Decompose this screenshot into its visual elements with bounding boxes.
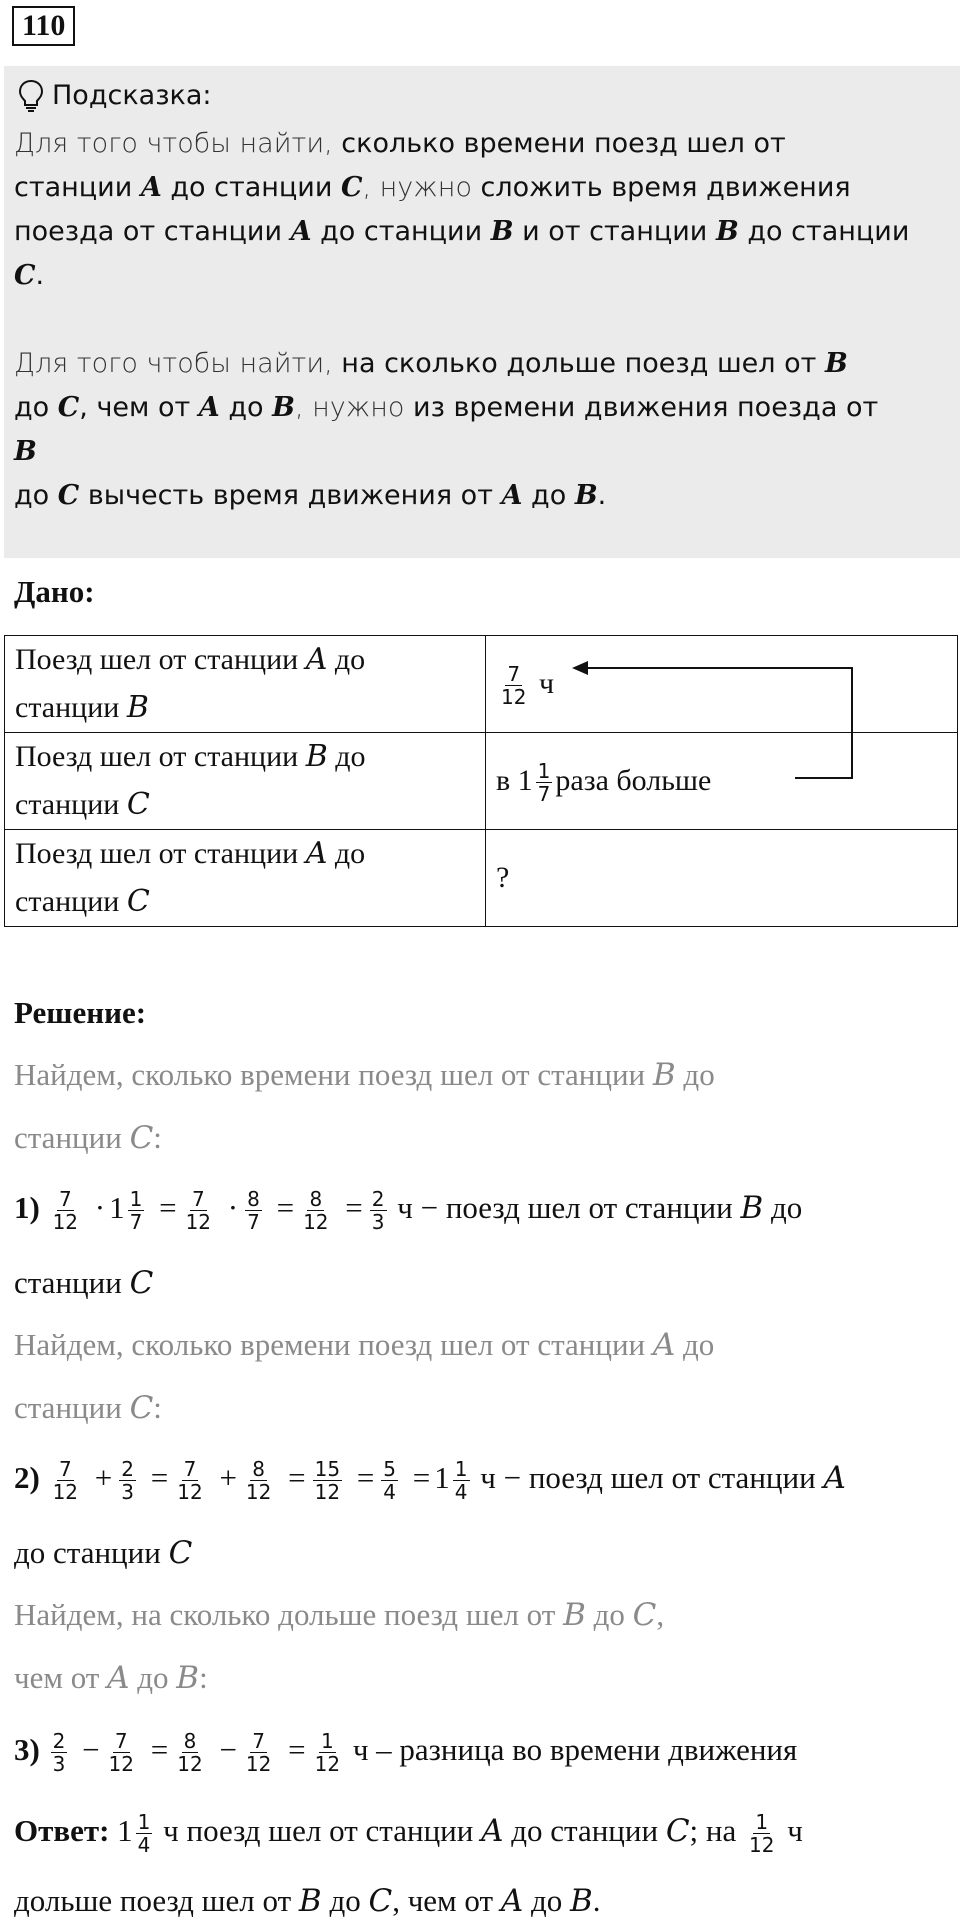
solution-step-3: 3) $\frac{2}{3}$ − $\frac{7}{12}$ = $\frac{8}{12}$ − $\frac{7}{12}$ = $\frac{1}{12}$ ч – разница во времени движения	[14, 1729, 798, 1777]
hint-text-run: вычесть время движения от	[79, 480, 502, 511]
hint-line	[14, 386, 878, 430]
hint-text-run: B	[14, 436, 37, 467]
hint-text-run: B	[824, 348, 848, 379]
hint-text-run: C	[340, 172, 363, 203]
hint-text-run: станции	[14, 172, 141, 203]
answer-line: Ответ: 1 $\frac{1}{4}$ ч поезд шел от станции A до станции C; на $\frac{1}{12}$ ч	[14, 1810, 803, 1858]
hint-box	[4, 66, 960, 558]
hint-text-run: , нужно	[294, 392, 414, 423]
hint-text-run: до станции	[161, 172, 341, 203]
fraction: $\frac{1}{7}$	[537, 759, 551, 807]
solution-step-2-cont: до станции C	[14, 1535, 193, 1571]
hint-text-run: A	[501, 480, 523, 511]
table-row	[5, 830, 958, 927]
given-heading: Дано:	[14, 574, 95, 609]
hint-line	[14, 430, 37, 474]
solution-step-caption: Найдем, сколько времени поезд шел от станции B до	[14, 1057, 715, 1093]
given-table	[4, 635, 958, 927]
hint-text-run: , чем от	[79, 392, 199, 423]
hint-text-run: до	[522, 480, 575, 511]
solution-step-caption: чем от A до B:	[14, 1660, 208, 1696]
solution-step-1-cont: станции C	[14, 1265, 154, 1301]
hint-text-run: B	[272, 392, 295, 423]
fraction: $\frac{7}{12}$	[501, 662, 527, 710]
given-value-ac: ?	[486, 830, 958, 927]
solution-step-caption: станции C:	[14, 1120, 162, 1156]
hint-text-run: Для того чтобы найти,	[14, 128, 342, 159]
hint-line	[14, 474, 606, 518]
hint-text-run: .	[35, 260, 45, 291]
hint-text-run: и от станции	[513, 216, 716, 247]
given-label: Поезд шел от станции A до станции C	[5, 830, 486, 927]
solution-heading: Решение:	[14, 995, 147, 1030]
hint-text-run: A	[140, 172, 162, 203]
solution-step-1: 1) $\frac{7}{12}$ · 1 $\frac{1}{7}$ = $\frac{7}{12}$ · $\frac{8}{7}$ = $\frac{8}{12}$ = $\frac{2}{3}$ ч − поезд шел от станции B до	[14, 1187, 803, 1235]
hint-line	[14, 166, 851, 210]
hint-text-run: из времени движения поезда от	[413, 392, 879, 423]
given-value-bc: в 1 $\frac{1}{7}$ раза больше	[486, 733, 958, 830]
hint-text-run: .	[597, 480, 607, 511]
given-label: Поезд шел от станции B до станции C	[5, 733, 486, 830]
solution-step-caption: Найдем, на сколько дольше поезд шел от B до C,	[14, 1597, 665, 1633]
hint-text-run: B	[715, 216, 739, 247]
hint-text-run: B	[490, 216, 514, 247]
table-row	[5, 733, 958, 830]
answer-line-cont: дольше поезд шел от B до C, чем от A до B.	[14, 1883, 601, 1919]
given-value-ab: $\frac{7}{12}$ ч	[486, 636, 958, 733]
hint-text-run: C	[57, 392, 80, 423]
hint-text-run: до	[219, 392, 273, 423]
hint-line	[14, 210, 909, 254]
hint-text-run: поезда от станции	[14, 216, 291, 247]
hint-line	[14, 342, 848, 386]
hint-text-run: Для того чтобы найти,	[14, 348, 342, 379]
hint-line	[14, 254, 44, 298]
hint-text-run: C	[14, 260, 36, 291]
hint-title-text: Подсказка:	[52, 80, 212, 111]
problem-number: 110	[12, 6, 75, 46]
hint-text-run: C	[57, 480, 80, 511]
hint-text-run: на сколько дольше поезд шел от	[341, 348, 825, 379]
solution-step-caption: Найдем, сколько времени поезд шел от станции A до	[14, 1327, 715, 1363]
hint-text-run: , нужно	[362, 172, 481, 203]
hint-text-run: B	[574, 480, 598, 511]
hint-text-run: до	[14, 480, 58, 511]
solution-step-2: 2) $\frac{7}{12}$ + $\frac{2}{3}$ = $\frac{7}{12}$ + $\frac{8}{12}$ = $\frac{15}{12}$ = $\frac{5}{4}$ = 1 $\frac{1}{4}$ ч − поезд шел от станции A	[14, 1457, 846, 1505]
hint-text-run: сколько времени поезд шел от	[341, 128, 786, 159]
hint-text-run: до	[14, 392, 58, 423]
lightbulb-icon	[18, 79, 44, 113]
hint-text-run: до станции	[311, 216, 491, 247]
given-label: Поезд шел от станции A до станции B	[5, 636, 486, 733]
table-row	[5, 636, 958, 733]
hint-text-run: A	[290, 216, 312, 247]
hint-title	[18, 76, 212, 116]
hint-line	[14, 122, 786, 166]
hint-text-run: сложить время движения	[480, 172, 851, 203]
hint-text-run: A	[198, 392, 220, 423]
solution-step-caption: станции C:	[14, 1390, 162, 1426]
hint-text-run: до станции	[738, 216, 910, 247]
